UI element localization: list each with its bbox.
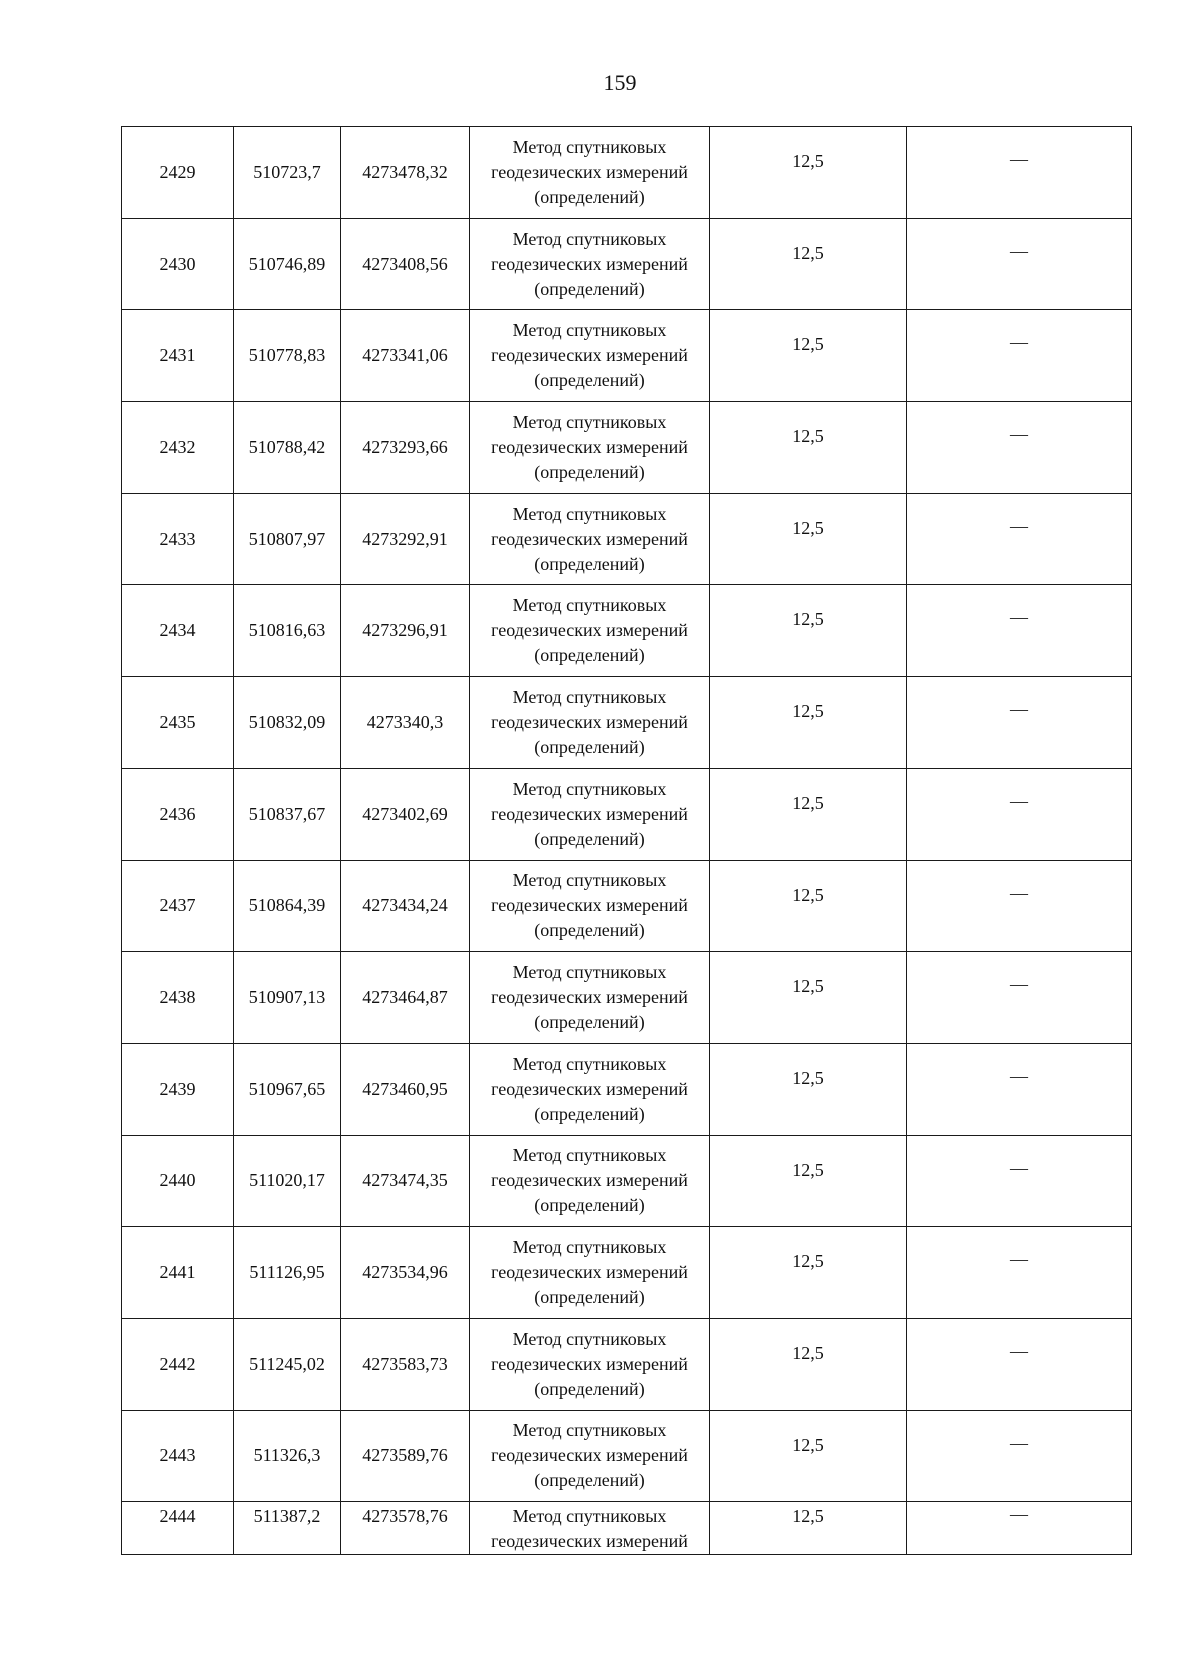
point-number-cell: 2441: [122, 1227, 234, 1319]
point-number-cell: 2436: [122, 768, 234, 860]
table-row: [122, 1227, 1132, 1319]
method-line: Метод спутниковых: [512, 1420, 667, 1441]
note-cell: [907, 1318, 1132, 1410]
accuracy-cell: 12,5: [710, 127, 907, 219]
method-line: (определений): [534, 1012, 645, 1033]
method-line: (определений): [534, 278, 645, 299]
page-number: 159: [603, 70, 637, 95]
method-line: геодезических измерений: [491, 1353, 688, 1374]
y-coordinate-cell: 4273340,3: [341, 677, 470, 769]
accuracy-cell: 12,5: [710, 1318, 907, 1410]
method-line: (определений): [534, 461, 645, 482]
method-line: геодезических измерений: [491, 1445, 688, 1466]
x-coordinate-cell: 510837,67: [234, 768, 341, 860]
point-number-cell: 2444: [122, 1502, 234, 1555]
note-cell: [907, 585, 1132, 677]
point-number-cell: 2442: [122, 1318, 234, 1410]
method-line: Метод спутниковых: [512, 320, 667, 341]
dash-mark: —: [1010, 1065, 1028, 1086]
dash-mark: —: [1010, 424, 1028, 445]
method-line: (определений): [534, 553, 645, 574]
method-line: геодезических измерений: [491, 620, 688, 641]
dash-mark: —: [1010, 515, 1028, 536]
note-cell: [907, 1135, 1132, 1227]
accuracy-cell: 12,5: [710, 493, 907, 585]
table-row: [122, 1318, 1132, 1410]
method-cell: [470, 860, 710, 952]
table-row: [122, 1502, 1132, 1555]
table-row: [122, 127, 1132, 219]
y-coordinate-cell: 4273474,35: [341, 1135, 470, 1227]
method-line: Метод спутниковых: [512, 503, 667, 524]
method-line: геодезических измерений: [491, 895, 688, 916]
point-number-cell: 2434: [122, 585, 234, 677]
dash-mark: —: [1010, 1340, 1028, 1361]
method-cell: [470, 585, 710, 677]
table-row: [122, 768, 1132, 860]
method-line: геодезических измерений: [491, 253, 688, 274]
dash-mark: —: [1010, 1249, 1028, 1270]
method-cell: [470, 677, 710, 769]
x-coordinate-cell: 510832,09: [234, 677, 341, 769]
method-line: Метод спутниковых: [512, 778, 667, 799]
y-coordinate-cell: 4273293,66: [341, 402, 470, 494]
dash-mark: —: [1010, 332, 1028, 353]
table-row: [122, 402, 1132, 494]
note-cell: [907, 493, 1132, 585]
point-number-cell: 2437: [122, 860, 234, 952]
x-coordinate-cell: 511245,02: [234, 1318, 341, 1410]
method-line: Метод спутниковых: [512, 228, 667, 249]
method-line: (определений): [534, 1378, 645, 1399]
x-coordinate-cell: 511326,3: [234, 1410, 341, 1502]
note-cell: [907, 952, 1132, 1044]
note-cell: [907, 1502, 1132, 1555]
method-cell: [470, 402, 710, 494]
x-coordinate-cell: 510967,65: [234, 1043, 341, 1135]
method-cell: [470, 1227, 710, 1319]
note-cell: [907, 1043, 1132, 1135]
x-coordinate-cell: 510816,63: [234, 585, 341, 677]
y-coordinate-cell: 4273402,69: [341, 768, 470, 860]
accuracy-cell: 12,5: [710, 310, 907, 402]
method-cell: [470, 493, 710, 585]
method-line: Метод спутниковых: [512, 1145, 667, 1166]
x-coordinate-cell: 510807,97: [234, 493, 341, 585]
method-line: геодезических измерений: [491, 1531, 688, 1552]
y-coordinate-cell: 4273341,06: [341, 310, 470, 402]
accuracy-cell: 12,5: [710, 1043, 907, 1135]
table-row: [122, 310, 1132, 402]
accuracy-cell: 12,5: [710, 1227, 907, 1319]
method-line: Метод спутниковых: [512, 136, 667, 157]
method-cell: [470, 1043, 710, 1135]
dash-mark: —: [1010, 149, 1028, 169]
method-line: Метод спутниковых: [512, 411, 667, 432]
y-coordinate-cell: 4273578,76: [341, 1502, 470, 1555]
method-cell: [470, 310, 710, 402]
coordinates-table: [121, 126, 1132, 1555]
accuracy-cell: 12,5: [710, 677, 907, 769]
y-coordinate-cell: 4273460,95: [341, 1043, 470, 1135]
method-line: (определений): [534, 828, 645, 849]
note-cell: [907, 1227, 1132, 1319]
method-line: геодезических измерений: [491, 1078, 688, 1099]
note-cell: [907, 768, 1132, 860]
dash-mark: —: [1010, 607, 1028, 628]
dash-mark: —: [1010, 882, 1028, 903]
method-cell: [470, 1318, 710, 1410]
table-row: [122, 677, 1132, 769]
note-cell: [907, 310, 1132, 402]
method-cell: [470, 1410, 710, 1502]
method-line: Метод спутниковых: [512, 595, 667, 616]
y-coordinate-cell: 4273589,76: [341, 1410, 470, 1502]
y-coordinate-cell: 4273534,96: [341, 1227, 470, 1319]
method-line: геодезических измерений: [491, 1262, 688, 1283]
y-coordinate-cell: 4273583,73: [341, 1318, 470, 1410]
x-coordinate-cell: 510788,42: [234, 402, 341, 494]
table-row: [122, 1043, 1132, 1135]
coordinates-table-body: [122, 127, 1132, 1555]
accuracy-cell: 12,5: [710, 1502, 907, 1555]
method-line: Метод спутниковых: [512, 1053, 667, 1074]
method-cell: [470, 1135, 710, 1227]
method-cell: [470, 952, 710, 1044]
point-number-cell: 2443: [122, 1410, 234, 1502]
point-number-cell: 2432: [122, 402, 234, 494]
table-row: [122, 860, 1132, 952]
y-coordinate-cell: 4273408,56: [341, 218, 470, 310]
method-line: Метод спутниковых: [512, 686, 667, 707]
method-line: (определений): [534, 186, 645, 207]
point-number-cell: 2440: [122, 1135, 234, 1227]
point-number-cell: 2431: [122, 310, 234, 402]
method-line: Метод спутниковых: [512, 870, 667, 891]
note-cell: [907, 402, 1132, 494]
note-cell: [907, 677, 1132, 769]
dash-mark: —: [1010, 1504, 1028, 1525]
method-line: (определений): [534, 1103, 645, 1124]
note-cell: [907, 127, 1132, 219]
dash-mark: —: [1010, 699, 1028, 720]
method-cell: [470, 127, 710, 219]
x-coordinate-cell: 511020,17: [234, 1135, 341, 1227]
dash-mark: —: [1010, 974, 1028, 995]
method-line: геодезических измерений: [491, 1170, 688, 1191]
method-line: геодезических измерений: [491, 436, 688, 457]
accuracy-cell: 12,5: [710, 402, 907, 494]
method-line: геодезических измерений: [491, 711, 688, 732]
x-coordinate-cell: 510746,89: [234, 218, 341, 310]
method-line: (определений): [534, 1470, 645, 1491]
dash-mark: —: [1010, 790, 1028, 811]
method-line: (определений): [534, 736, 645, 757]
accuracy-cell: 12,5: [710, 585, 907, 677]
y-coordinate-cell: 4273478,32: [341, 127, 470, 219]
accuracy-cell: 12,5: [710, 218, 907, 310]
dash-mark: —: [1010, 1157, 1028, 1178]
x-coordinate-cell: 510723,7: [234, 127, 341, 219]
method-line: геодезических измерений: [491, 803, 688, 824]
x-coordinate-cell: 510864,39: [234, 860, 341, 952]
x-coordinate-cell: 511387,2: [234, 1502, 341, 1555]
dash-mark: —: [1010, 1432, 1028, 1453]
table-row: [122, 1135, 1132, 1227]
y-coordinate-cell: 4273434,24: [341, 860, 470, 952]
method-line: Метод спутниковых: [512, 1506, 667, 1527]
y-coordinate-cell: 4273464,87: [341, 952, 470, 1044]
point-number-cell: 2433: [122, 493, 234, 585]
x-coordinate-cell: 511126,95: [234, 1227, 341, 1319]
method-line: Метод спутниковых: [512, 962, 667, 983]
method-line: Метод спутниковых: [512, 1328, 667, 1349]
y-coordinate-cell: 4273296,91: [341, 585, 470, 677]
method-line: (определений): [534, 370, 645, 391]
method-cell: [470, 768, 710, 860]
accuracy-cell: 12,5: [710, 1410, 907, 1502]
note-cell: [907, 218, 1132, 310]
note-cell: [907, 860, 1132, 952]
method-line: геодезических измерений: [491, 345, 688, 366]
y-coordinate-cell: 4273292,91: [341, 493, 470, 585]
x-coordinate-cell: 510778,83: [234, 310, 341, 402]
x-coordinate-cell: 510907,13: [234, 952, 341, 1044]
method-line: (определений): [534, 645, 645, 666]
method-line: (определений): [534, 1287, 645, 1308]
method-line: геодезических измерений: [491, 161, 688, 182]
method-line: (определений): [534, 1195, 645, 1216]
table-row: [122, 585, 1132, 677]
method-line: геодезических измерений: [491, 987, 688, 1008]
table-row: [122, 952, 1132, 1044]
method-cell: [470, 218, 710, 310]
accuracy-cell: 12,5: [710, 952, 907, 1044]
note-cell: [907, 1410, 1132, 1502]
point-number-cell: 2430: [122, 218, 234, 310]
point-number-cell: 2429: [122, 127, 234, 219]
table-row: [122, 218, 1132, 310]
point-number-cell: 2439: [122, 1043, 234, 1135]
accuracy-cell: 12,5: [710, 1135, 907, 1227]
table-row: [122, 1410, 1132, 1502]
point-number-cell: 2435: [122, 677, 234, 769]
method-line: геодезических измерений: [491, 528, 688, 549]
method-line: (определений): [534, 920, 645, 941]
method-line: Метод спутниковых: [512, 1237, 667, 1258]
accuracy-cell: 12,5: [710, 860, 907, 952]
method-cell: [470, 1502, 710, 1555]
dash-mark: —: [1010, 240, 1028, 261]
accuracy-cell: 12,5: [710, 768, 907, 860]
point-number-cell: 2438: [122, 952, 234, 1044]
table-row: [122, 493, 1132, 585]
